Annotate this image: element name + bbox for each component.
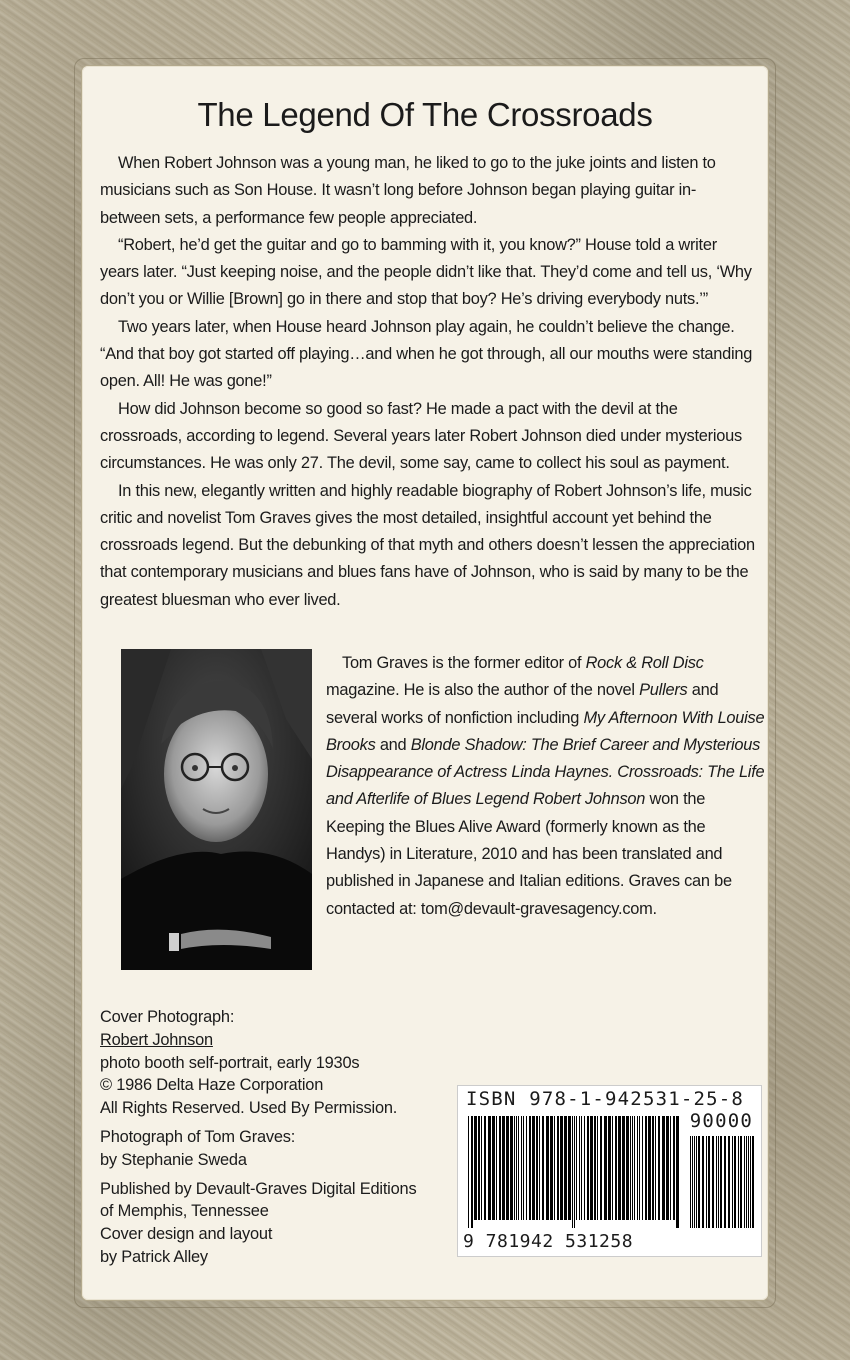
barcode-bar (536, 1116, 538, 1220)
barcode-bar (568, 1116, 571, 1220)
barcode-bar (481, 1116, 482, 1220)
barcode-bar (539, 1116, 540, 1220)
barcode-bar (634, 1116, 635, 1220)
barcode-bar (746, 1136, 747, 1228)
barcode-bar (642, 1116, 643, 1220)
barcode-bar (728, 1136, 730, 1228)
barcode-bar (702, 1136, 704, 1228)
barcode-bar (645, 1116, 647, 1220)
barcode-bar (740, 1136, 742, 1228)
barcode-bar (584, 1116, 585, 1220)
cover-credit: Cover Photograph: Robert Johnson photo booth self-portrait, early 1930s © 1986 Delta Haze Corporation All Rights Reserved. Used By Permission. (100, 1008, 398, 1118)
ean-number: 9 781942 531258 (463, 1231, 634, 1252)
barcode-bar (468, 1116, 469, 1228)
barcode-bar (694, 1136, 695, 1228)
barcode-bar (738, 1136, 739, 1228)
barcode-bar (474, 1116, 477, 1220)
barcode-bar (576, 1116, 577, 1220)
paragraph: How did Johnson become so good so fast? He made a pact with the devil at the crossroads, according to legend. Several years later Robert Johnson died under mysterious circumstances. He was only 27. The devil, some say, came to collect his soul as payment. (100, 399, 742, 473)
barcode-bar (639, 1116, 640, 1220)
paragraph: When Robert Johnson was a young man, he liked to go to the juke joints and listen to musicians such as Son House. It wasn’t long before Johnson began playing guitar in-between sets, a performance few people appreciated. (100, 154, 716, 227)
barcode-bar (748, 1136, 749, 1228)
barcode-bar (488, 1116, 491, 1220)
barcode-bar (618, 1116, 621, 1220)
author-photo (121, 649, 312, 970)
barcode-bar (590, 1116, 593, 1220)
barcode-bar (622, 1116, 625, 1220)
barcode-bar (550, 1116, 553, 1220)
isbn-label: ISBN 978-1-942531-25-8 (466, 1088, 745, 1110)
page-title: The Legend Of The Crossroads (197, 96, 653, 133)
barcode-bar (594, 1116, 596, 1220)
barcode-bar (521, 1116, 522, 1220)
barcode-bar (692, 1136, 693, 1228)
barcode-bar (514, 1116, 515, 1220)
barcode-bar (698, 1136, 700, 1228)
barcode-bar (502, 1116, 505, 1220)
barcode-bar (546, 1116, 549, 1220)
barcode-bar (732, 1136, 733, 1228)
barcode-bar (557, 1116, 559, 1220)
barcode-bar (708, 1136, 710, 1228)
barcode-bar (706, 1136, 707, 1228)
barcode-bar (690, 1136, 691, 1228)
barcode-bar (676, 1116, 679, 1228)
barcode-bar (615, 1116, 617, 1220)
barcode-bar (532, 1116, 535, 1220)
paragraph: Two years later, when House heard Johnson play again, he couldn’t believe the change. “And that boy got started off playing…and when he got through, all our mouths were standing open. All! He was gone!” (100, 317, 753, 391)
barcode-bar (499, 1116, 501, 1220)
barcode-bar (662, 1116, 665, 1220)
barcode-bar (560, 1116, 563, 1220)
barcode-bar (574, 1116, 575, 1228)
barcode-bar (658, 1116, 660, 1220)
barcode-bar (612, 1116, 613, 1220)
barcode-bar (637, 1116, 638, 1220)
barcode-bar (712, 1136, 714, 1228)
barcode-bar (604, 1116, 607, 1220)
synopsis (100, 150, 755, 614)
barcode-bar (750, 1136, 751, 1228)
barcode-bar (597, 1116, 598, 1220)
price-code: 90000 (689, 1110, 753, 1132)
barcode-bar (579, 1116, 580, 1220)
barcode-bar (720, 1136, 722, 1228)
barcode-bar (655, 1116, 656, 1220)
credits (100, 1006, 450, 1275)
barcode-bar (572, 1116, 573, 1228)
paragraph: In this new, elegantly written and highly readable biography of Robert Johnson’s life, music critic and novelist Tom Graves gives the most detailed, insightful account yet behind the crossroads legend. But the debunking of that myth and others doesn’t lessen the appreciation that contemporary musicians and blues fans have of Johnson, who is said by many to be the greatest bluesman who ever lived. (100, 481, 755, 609)
barcode-bar (666, 1116, 669, 1220)
author-portrait-image (121, 649, 312, 970)
barcode-bar (608, 1116, 611, 1220)
barcode-bar (510, 1116, 513, 1220)
barcode-bar (752, 1136, 754, 1228)
barcode-bar (478, 1116, 480, 1220)
barcode-bar (526, 1116, 527, 1220)
barcode-bar (734, 1136, 736, 1228)
barcode-bar (554, 1116, 555, 1220)
paragraph: “Robert, he’d get the guitar and go to bamming with it, you know?” House told a writer years later. “Just keeping noise, and the people didn’t like that. They’d come and tell us, ‘Why don’t you or Willie [Brown] go in there and stop that boy? He’s driving everybody nuts.’” (100, 235, 752, 309)
barcode-bar (564, 1116, 567, 1220)
photo-credit: Photograph of Tom Graves: by Stephanie Sweda (100, 1127, 296, 1169)
barcode-bar (492, 1116, 495, 1220)
barcode-bar (518, 1116, 519, 1220)
barcode-bar (516, 1116, 517, 1220)
barcode-bar (484, 1116, 486, 1220)
barcode-bar (542, 1116, 544, 1220)
barcode-bar (718, 1136, 719, 1228)
isbn-barcode (457, 1085, 762, 1257)
barcode-bar (587, 1116, 589, 1220)
barcode-bar (471, 1116, 473, 1228)
barcode-bar (670, 1116, 671, 1220)
barcode-bar (632, 1116, 633, 1220)
barcode-bar (673, 1116, 675, 1220)
barcode-bar (648, 1116, 651, 1220)
barcode-bar (724, 1136, 726, 1228)
barcode-bar (696, 1136, 697, 1228)
barcode-bar (529, 1116, 531, 1220)
barcode-bar (626, 1116, 629, 1220)
barcode-bar (581, 1116, 582, 1220)
barcode-bar (652, 1116, 654, 1220)
barcode-bar (506, 1116, 509, 1220)
barcode-bar (600, 1116, 602, 1220)
publisher-credit: Published by Devault-Graves Digital Editions of Memphis, Tennessee Cover design and layout by Patrick Alley (100, 1179, 417, 1266)
barcode-bar (496, 1116, 497, 1220)
author-bio: Tom Graves is the former editor of Rock & Roll Disc magazine. He is also the author of the novel Pullers and several works of nonfiction including My Afternoon With Louise Brooks and Blonde Shadow: The Brief Career and Mysterious Disappearance of Actress Linda Haynes. Crossroads: The Life and Afterlife of Blues Legend Robert Johnson won the Keeping the Blues Alive Award (formerly known as the Handys) in Literature, 2010 and has been translated and published in Japanese and Italian editions. Graves can be contacted at: tom@devault-gravesagency.com. (326, 654, 765, 918)
barcode-bar (716, 1136, 717, 1228)
barcode-bar (744, 1136, 745, 1228)
barcode-bar (523, 1116, 524, 1220)
barcode-bar (630, 1116, 631, 1220)
